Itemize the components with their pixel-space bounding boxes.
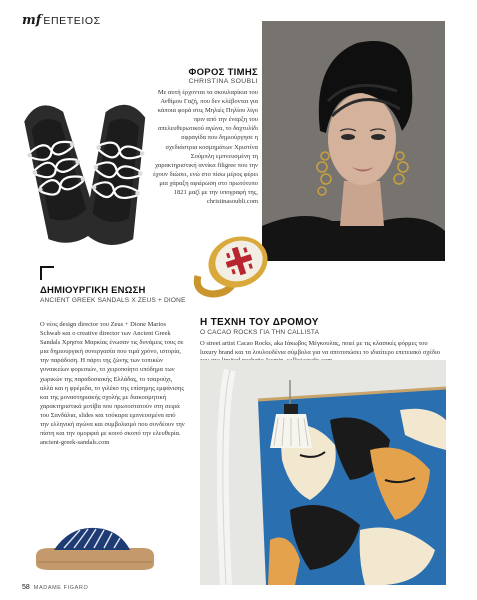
pouch-photo [200, 360, 446, 585]
article-body-tribute: Με αυτή έρχονται τα σκουλαρίκια του Ανθίμου Γαζή, που δεν κλέβονται για κάποια φορά στις Μηλιές Πηλίου λίγο πριν από την έναρξη του απελευθερωτικού αγώνα, το δαχτυλίδι σφραγίδα που δημιούργησε η σχεδιάστρια κοσμημάτων Χριστίνα Σούμπλη εμπνευσμένη τη χαρακτηριστική αντίκα filigree που την έχουν διώσει, ενώ στο πίσω μέρος φέρει μια χάραξη αφιέρωση στο πρωτότυπο 1821 μαζί με την υπογραφή της, christinasoubli.com [153, 89, 258, 206]
article-subtitle-collaboration: ANCIENT GREEK SANDALS X ZEUS + DIONE [40, 297, 186, 304]
magazine-name: MADAME FIGARO [33, 585, 89, 591]
portrait-photo [262, 21, 445, 261]
sandals-photo [12, 85, 162, 255]
article-subtitle-street-art: Ο CACAO ROCKS ΓΙΑ ΤΗΝ CALLISTA [200, 329, 320, 336]
article-title-collaboration: ΔΗΜΙΟΥΡΓΙΚΗ ΕΝΩΣΗ [40, 285, 146, 296]
article-title-tribute: ΦΟΡΟΣ ΤΙΜΗΣ [188, 67, 258, 78]
article-body-street-art: Ο street artist Cacao Rocks, aka Ιάκωβος Μέγκουλας, ποιεί με τις κλασικές φόρμες του luxury brand και τα λουλουδένια σύμβολα για να αποτυπώσει το ιδιαίτερο επετειακό σχέδιο [200, 340, 440, 356]
clog-sandal-photo [30, 520, 158, 574]
corner-bracket-decoration [40, 266, 54, 280]
page-footer [22, 584, 88, 591]
page-number: 58 [22, 584, 30, 591]
section-label: ΕΠΕΤΕΙΟΣ [43, 15, 101, 27]
magazine-logo: mf [22, 13, 42, 28]
article-body-collaboration: Ο νέος design director του Zeus + Dione Marios Schwab και ο creative director των Ancient Greek Sandals Χρηστα Μαρκίας ένωσαν τις δυνάμεις τους σε μια δημιουργική συνεργασία που τιμά χρόνο, ιστορία, την παράδοση. Η πάρτι της ζώνης των τοπικών γυναικείων φορεσιών, το χειροποίητο υπόδημα των χωρικών της παραδοσιακής Ελλάδας, το τσαρούχι, αλλά και η φρέμιδα, το γιλέκο της επίσημης εμφάνισης και της μοναστηριακής σχολής με διακοσμητική χαρακτηριστικά μοτίβα που πρωτοστατούν στη σειρά του Σανδάλια, slides και τσόκαρα εμπνευσμένα από την ελληνική αγώνα και συμβολισμό που συνδέουν την πίστη και την ομορφιά με κοινό σκοπό την ελευθερία. ancient-greek-sandals.com [40, 321, 185, 447]
article-byline-brand: CHRISTINA SOUBLI [188, 78, 258, 85]
article-title-street-art: Η ΤΕΧΝΗ ΤΟΥ ΔΡΟΜΟΥ [200, 317, 319, 328]
page-header [22, 13, 101, 29]
signet-ring-photo [192, 232, 274, 298]
